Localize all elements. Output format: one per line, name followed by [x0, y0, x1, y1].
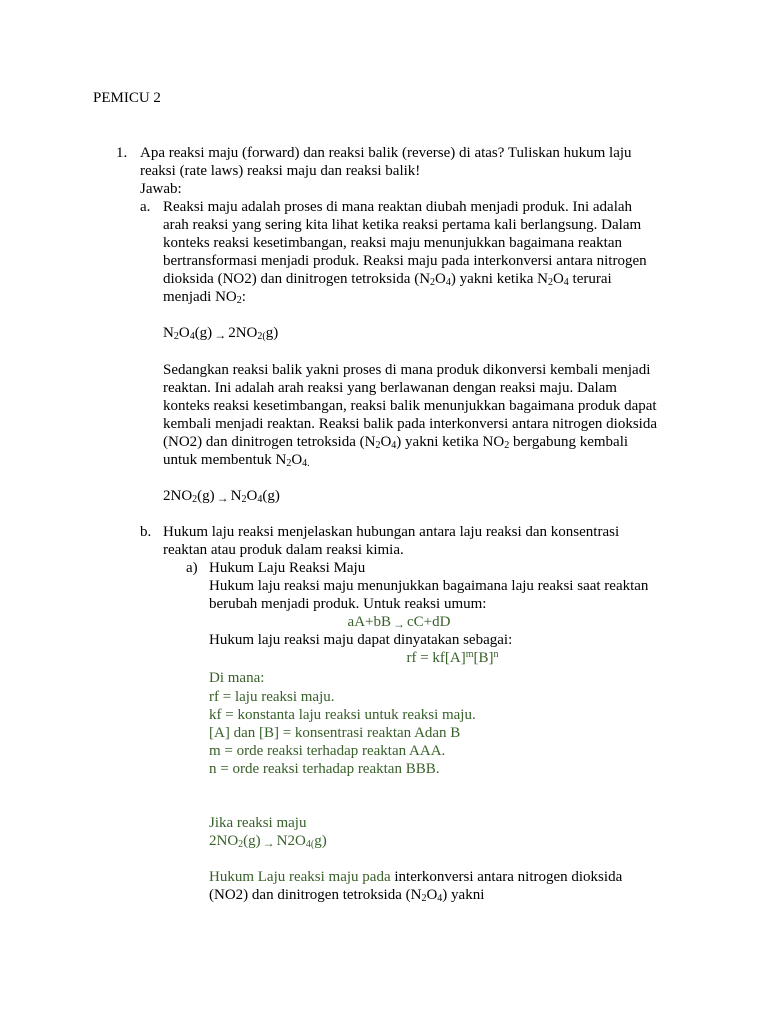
paragraph-line: Hukum laju reaksi menjelaskan hubungan antara laju reaksi dan konsentrasi [163, 524, 620, 540]
arrow-right-icon: → [262, 836, 275, 850]
rate-law-equation: rf = $kf[A]^m[B]^n$ [406, 649, 499, 666]
paragraph-line: konteks reaksi kesetimbangan, reaksi maju menunjukkan bagaimana reaktan [163, 235, 623, 251]
paragraph-line: kembali menjadi reaktan. Reaksi balik pada interkonversi antara nitrogen dioksida [163, 416, 658, 432]
paragraph-line: (NO2) dan dinitrogen tetroksida $(N_2O_4)$ yakni [209, 887, 485, 904]
list-marker-a: a. [140, 199, 151, 215]
answer-label: Jawab: [140, 181, 182, 197]
general-reaction-equation: aA+bB → cC+dD [347, 614, 451, 631]
chemical-equation: $2NO_2(g) \to N2O_{4(}g$) [209, 833, 327, 850]
paragraph-line: Hukum Laju reaksi maju pada interkonversi antara nitrogen dioksida [209, 869, 623, 885]
arrow-right-icon: → [393, 617, 405, 631]
paragraph-line: Hukum laju reaksi maju menunjukkan bagaimana laju reaksi saat reaktan [209, 578, 649, 594]
arrow-right-icon: → [214, 328, 227, 342]
definition-line: [A] dan [B] = konsentrasi reaktan Adan B [209, 725, 461, 741]
page-title: PEMICU 2 [93, 90, 161, 106]
definition-line: Di mana: [209, 670, 265, 686]
section-heading: Hukum Laju Reaksi Maju [209, 560, 366, 576]
paragraph-line: konteks reaksi kesetimbangan, reaksi balik menunjukkan bagaimana produk dapat [163, 398, 657, 414]
definition-line: m = orde reaksi terhadap reaktan AAA. [209, 743, 446, 759]
paragraph-line: untuk membentuk $N_2O_{4.}$ [163, 452, 310, 469]
sub-list-marker-a: a) [186, 560, 198, 576]
definition-line: rf = laju reaksi maju. [209, 689, 335, 705]
chemical-equation: $N_2O_4(g) \to 2NO_{2(}g$) [163, 325, 279, 342]
list-marker-b: b. [140, 524, 152, 540]
question-number: 1. [116, 145, 128, 161]
paragraph-line: (NO2) dan dinitrogen tetroksida $(N_2O_4)$ yakni ketika $NO_2$ bergabung kembali [163, 434, 629, 451]
question-line: Apa reaksi maju (forward) dan reaksi balik (reverse) di atas? Tuliskan hukum laju [140, 145, 632, 161]
paragraph-line: Jika reaksi maju [209, 815, 307, 831]
paragraph-line: arah reaksi yang sering kita lihat ketika reaksi pertama kali berlangsung. Dalam [163, 217, 642, 233]
paragraph-line: Reaksi maju adalah proses di mana reaktan diubah menjadi produk. Ini adalah [163, 199, 633, 215]
arrow-right-icon: → [216, 491, 229, 505]
question-line: reaksi (rate laws) reaksi maju dan reaksi balik! [140, 163, 421, 179]
paragraph-line: berubah menjadi produk. Untuk reaksi umum: [209, 596, 487, 612]
chemical-equation: $2NO_2(g) \to N_2O_4(g)$ [163, 488, 280, 505]
paragraph-line: Hukum laju reaksi maju dapat dinyatakan sebagai: [209, 632, 513, 648]
paragraph-line: bertransformasi menjadi produk. Reaksi maju pada interkonversi antara nitrogen [163, 253, 647, 269]
definition-line: n = orde reaksi terhadap reaktan BBB. [209, 761, 440, 777]
definition-line: kf = konstanta laju reaksi untuk reaksi maju. [209, 707, 476, 723]
paragraph-line: reaktan atau produk dalam reaksi kimia. [163, 542, 404, 558]
paragraph-line: menjadi $NO_2$: [163, 289, 246, 306]
paragraph-line: Sedangkan reaksi balik yakni proses di mana produk dikonversi kembali menjadi [163, 362, 651, 378]
paragraph-line: reaktan. Ini adalah arah reaksi yang berlawanan dengan reaksi maju. Dalam [163, 380, 617, 396]
paragraph-line: dioksida (NO2) dan dinitrogen tetroksida $(N_2O_4)$ yakni ketika $N_2O_4$ terurai [163, 271, 612, 288]
